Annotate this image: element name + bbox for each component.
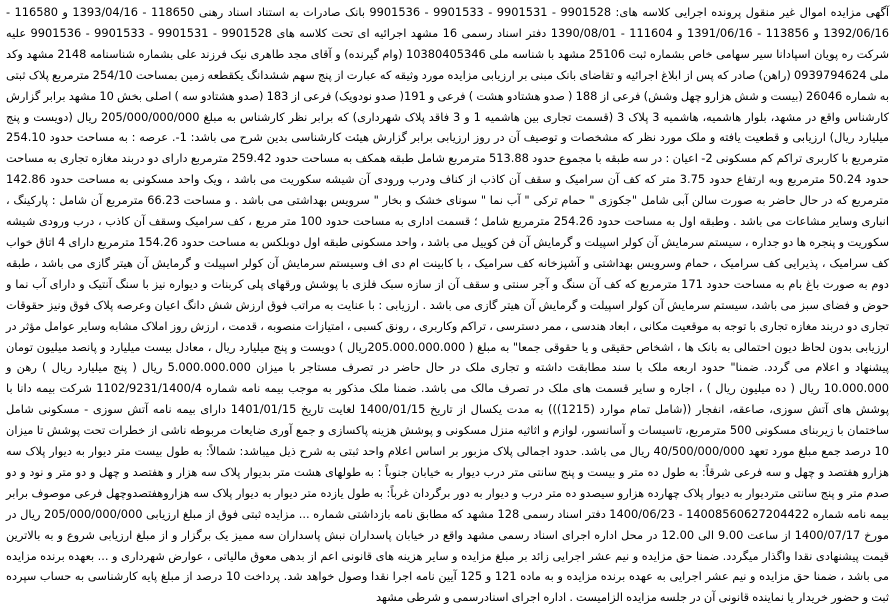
auction-notice-text: آگهی مزایده اموال غیر منقول پرونده اجرایی کلاسه های: 9901528 - 9901531 - 9901533 - 9901536 بانک صادرات به استناد اسناد رهنی 118650 - 1393/04/16 و 116580 - 1392/06/16 و 113856 - 1391/06/16 و 111604 - 1390/08/01 دفتر اسناد رسمی 16 مشهد اجرائیه ای تحت کلاسه های 9901528 - 9901531 - 9901533 - 9901536 علیه شرکت ره پویان اسپادانا سیر سهامی خاص بشماره ثبت 25106 مشهد با شناسه ملی 10380405346 (وام گیرنده) و آقای مجد طاهری نیک فرزند علی بشماره شناسنامه 2148 مشهد وکد ملی 0939794624 (راهن) صادر که پس از ابلاغ اجرائیه و تقاضای بانک مبنی بر ارزیابی مزایده مورد وثیقه که عبارت از پنج سهم ششدانگ یکقطعه زمین بمساحت 254/10 مترمربع پلاک ثبتی به شماره 26046 (بیست و شش هزارو چهل وشش) فرعی از 188 ( صدو هشتادو هشت ) فرعی و 191( صدو نودویک) فرعی از 183 (صدو هشتادو سه ) اصلی بخش 10 مشهد برابر گزارش کارشناس واقع در مشهد، بلوار هاشمیه، هاشمیه 3 پلاک 3 (قسمت تجاری بین هاشمیه 1 و 3 فاقد پلاک شهرداری) که برابر نظر کارشناس به مبلغ 205/000/000/000 ریال (دویست و پنج میلیارد ریال) ارزیابی و قطعیت یافته و ملک مورد نظر که مشخصات و توصیف آن در روز ارزیابی برابر گزارش هیئت کارشناسی بدین شرح می باشد: 1-. عرصه : به مساحت حدود 254.10 مترمربع با کاربری تراکم کم مسکونی 2- اعیان : در سه طبقه با مجموع حدود 513.88 مترمربع شامل طبقه همکف به مساحت حدود 259.42 مترمربع دارای دو دربند مغازه تجاری به مساحت حدود 50.24 مترمربع وبه ارتفاع حدود 3.75 متر که کف آن سرامیک و سقف آن کاذب از کناف ودرب ورودی آن شیشه سکوریت می باشد ، ویک واحد مسکونی به مساحت حدود 142.86 مترمربع که در حال حاضر به صورت سالن آبی شامل "جکوزی " حمام ترکی " آب نما " سونای خشک و بخار " سرویس بهداشتی می باشد . و مساحت 66.23 مترمربع آن شامل : پارکینگ ، انباری وسایر مشاعات می باشد . وطبقه اول به مساحت حدود 254.26 مترمربع شامل ؛ قسمت اداری به مساحت حدود 100 متر مربع ، کف سرامیک وسقف آن کاذب ، درب ورودی شیشه سکوریت و پنجره ها دو جداره ، سیستم سرمایش آن کولر اسپیلت و گرمایش آن فن کوییل می باشد ، واحد مسکونی طبقه اول دوبلکس به مساحت حدود 154.26 مترمربع دارای 4 اتاق خواب کف سرامیک ، پذیرایی کف سرامیک ، حمام وسرویس بهداشتی و آشپزخانه کف سرامیک ، با کابینت ام دی اف وسیستم سرمایش آن کولر اسپیلت و گرمایش آن هیتر گازی می باشد ، طبقه دوم به صورت باغ بام به مساحت حدود 171 مترمربع که کف آن سنگ و آجر سنتی و سقف آن از سازه سبک فلزی با پوشش ورقهای پلی کربنات و دیواره نیز با سنگ آنتیک و دارای آب نما و حوض و فضای سبز می باشد، سیستم سرمایش آن کولر اسپیلت و گرمایش آن هیتر گازی می باشد . ارزیابی : با عنایت به مراتب فوق ارزش شش دانگ اعیان وعرصه پلاک فوق ونیز حقوقات تجاری دو دربند مغازه تجاری با توجه به موقعیت مکانی ، ابعاد هندسی ، ممر دسترسی ، تراکم وکاربری ، رونق کسبی ، امتیازات منصوبه ، قدمت ، ارزش روز املاک مشابه وسایر عوامل مؤثر در ارزیابی بدون لحاظ دیون احتمالی به بانک ها ، اشخاص حقیقی و یا حقوقی جمعا" به مبلغ ( 205.000.000.000ریال ) دویست و پنج میلیارد ریال ، معادل بیست میلیارد و پانصد میلیون تومان پیشنهاد و اعلام می گردد. ضمنا" حدود اربعه ملک با سند مطابقت داشته و تجاری ملک در حال حاضر در تصرف مستاجر با میزان 5.000.000.000 ریال ( پنج میلیارد ریال ) رهن و 10.000.000 ریال ( ده میلیون ریال ) ، اجاره و سایر قسمت های ملک در تصرف مالک می باشد. ضمنا ملک مذکور به موجب بیمه نامه شماره 1102/9231/1400/4 شرکت بیمه دانا با پوشش های آتش سوزی، صاعقه، انفجار ((شامل تمام موارد (1215))) به مدت یکسال از تاریخ 1400/01/15 لغایت تاریخ 1401/01/15 دارای بیمه نامه آتش سوزی - مسکونی شامل ساختمان با زیربنای مسکونی 500 مترمربع، تاسیسات و آسانسور، لوازم و اثاثیه منزل مسکونی و پوشش هزینه پاکسازی و جمع آوری ضایعات مربوطه ناشی از خطرات تحت پوشش تا میزان 10 درصد جمع مبلغ مورد تعهد 40/500/000/000 ریال می باشد. حدود اجمالی پلاک مزبور بر اساس اعلام واحد ثبتی به شرح ذیل میباشد: شمالاً: به طول بیست متر دیوار به دیوار پلاک سه هزارو هفتصد و چهل و سه فرعی شرقاً: به طول ده متر و بیست و پنج سانتی متر درب دیوار به خیابان جنوباً : به طولهای هشت متر بدیوار پلاک سه هزار و هفتصد و چهل و دو متر و نود و دو صدم متر و پنج سانتی متردیوار به دیوار پلاک چهارده هزارو سیصدو ده متر درب و دیوار به دور برگردان غرباً: به طول یازده متر دیوار به دیوار پلاک سه هزاروهفتصدوچهل فرعی موصوف برابر بیمه نامه شماره 14008560627204422 - 1400/06/23 دفتر اسناد رسمی 128 مشهد که مطابق نامه بازداشتی شماره ... مزایده ثبتی فوق از مبلغ ارزیابی 205/000/000/000 ریال در مورخ 1400/07/17 از ساعت 9.00 الی 12.00 در محل اداره اجرای اسناد رسمی مشهد واقع در خیابان پاسداران نبش پاسداران سه ممیز یک برگزار و از مبلغ ارزیابی شروع و به بالاترین قیمت پیشنهادی نقدا واگذار میگردد. ضمنا حق مزایده و نیم عشر اجرایی زائد بر مبلغ مزایده و سایر هزینه های قانونی اعم از بدهی معوق مالیاتی ، عوارض شهرداری و ... بعهده برنده مزایده می باشد ، ضمنا حق مزایده و نیم عشر اجرایی به عهده برنده مزایده و به ماده 121 و 125 آیین نامه اجرا نقدا وصول خواهد شد. پرداخت 10 درصد از مبلغ پایه کارشناسی به حساب سپرده ثبت و حضور خریدار یا نماینده قانونی آن در جلسه مزایده الزامیست . اداره اجرای اسنادرسمی و شرطی مشهد (6, 5, 890, 605)
